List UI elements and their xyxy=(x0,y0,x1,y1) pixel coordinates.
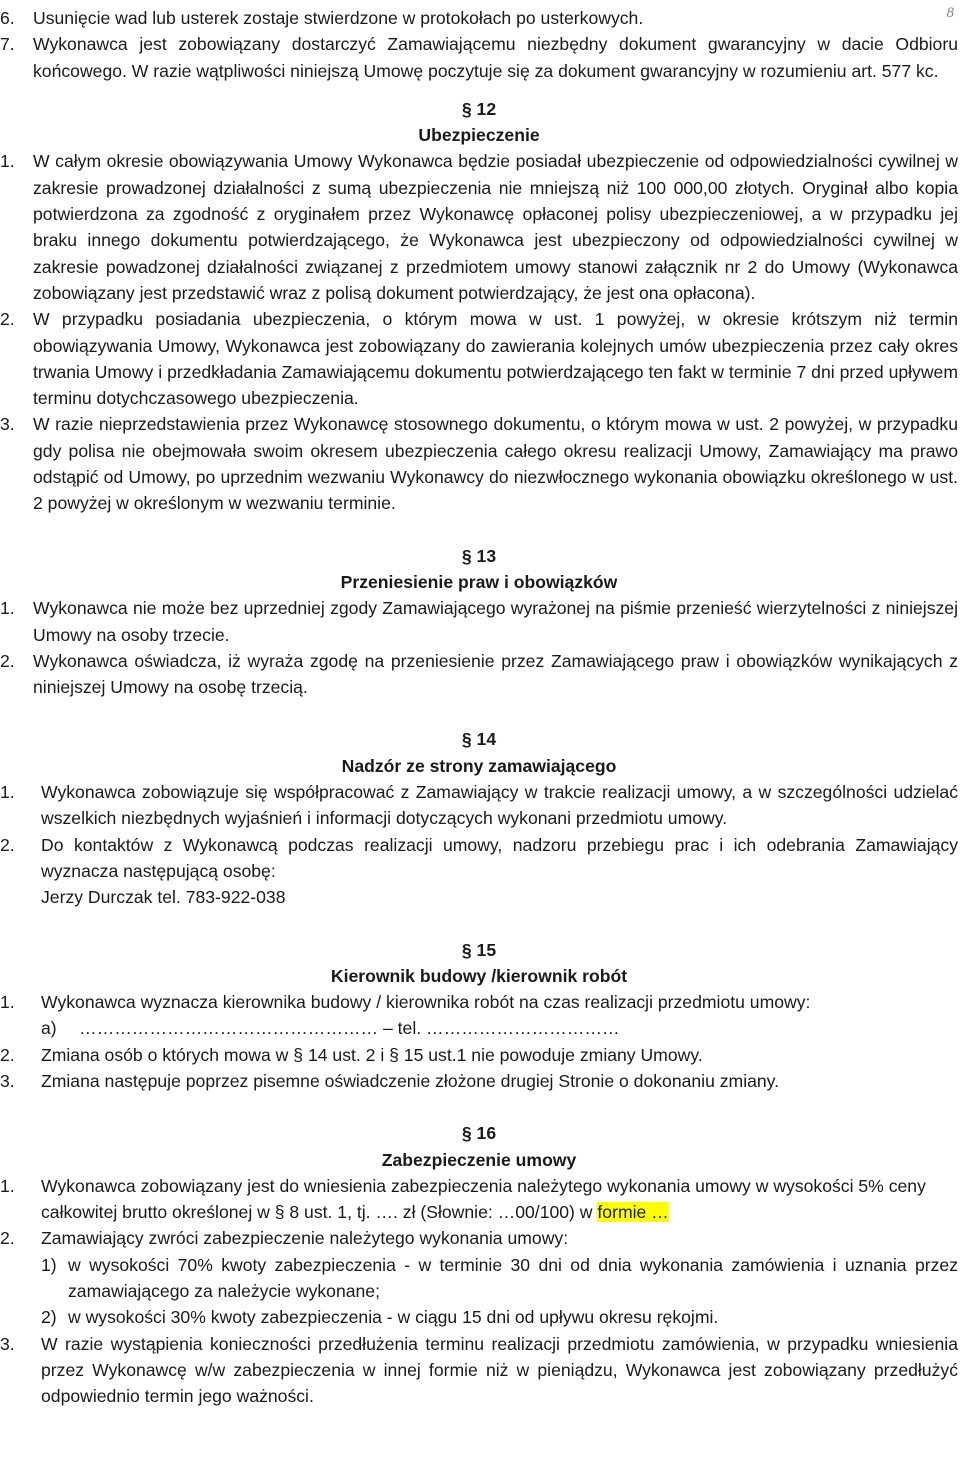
section-16-number: § 16 xyxy=(461,1123,497,1144)
spacer xyxy=(0,1094,958,1120)
list-item xyxy=(0,1225,958,1251)
list-item xyxy=(0,306,958,411)
item-text: Wykonawca jest zobowiązany dostarczyć Zamawiającemu niezbędny dokument gwarancyjny w dacie Odbioru końcowego. W razie wątpliwości niniejszą Umowę poczytuje się za dokument gwarancyjny w rozumieniu art. 577 kc. xyxy=(33,34,958,81)
list-item xyxy=(41,1015,958,1041)
item-text: Zmiana osób o których mowa w § 14 ust. 2 i § 15 ust.1 nie powoduje zmiany Umowy. xyxy=(41,1044,703,1065)
item-number: 3. xyxy=(0,414,15,435)
item-number: 2. xyxy=(0,1228,15,1249)
item-number: a) xyxy=(41,1018,57,1039)
item-text: Do kontaktów z Wykonawcą podczas realizacji umowy, nadzoru przebiegu prac i ich odebrania Zamawiający wyznacza następującą osobę: xyxy=(41,834,958,881)
list-item xyxy=(0,411,958,516)
sub-list-item xyxy=(41,1304,958,1330)
list-item xyxy=(0,1042,958,1068)
item-text: Wykonawca nie może bez uprzedniej zgody Zamawiającego wyrażonej na piśmie przenieść wierzytelności z niniejszej Umowy na osoby trzecie. xyxy=(33,598,958,645)
section-13-title: Przeniesienie praw i obowiązków xyxy=(340,571,618,592)
item-number: 1. xyxy=(0,992,15,1013)
section-16-title: Zabezpieczenie umowy xyxy=(381,1149,577,1170)
item-number: 2. xyxy=(0,309,15,330)
list-item xyxy=(0,989,958,1015)
spacer xyxy=(0,517,958,543)
manager-placeholder: …………………………………………… – tel. …………………………… xyxy=(79,1018,620,1039)
sub-item-number: 2) xyxy=(41,1307,57,1328)
item-number: 1. xyxy=(0,151,15,172)
item-text xyxy=(41,1173,958,1226)
page-number: 8 xyxy=(946,5,954,21)
item-text: Zmiana następuje poprzez pisemne oświadczenie złożone drugiej Stronie o dokonaniu zmiany. xyxy=(41,1070,780,1091)
list-item xyxy=(0,148,958,306)
sub-item-text: w wysokości 30% kwoty zabezpieczenia - w ciągu 15 dni od upływu okresu rękojmi. xyxy=(68,1307,719,1328)
section-12-title: Ubezpieczenie xyxy=(418,125,540,146)
section-13-number: § 13 xyxy=(461,545,497,566)
spacer xyxy=(0,911,958,937)
list-item xyxy=(0,31,958,84)
section-14-title: Nadzór ze strony zamawiającego xyxy=(341,755,617,776)
list-item xyxy=(0,1173,958,1226)
item-number: 2. xyxy=(0,1044,15,1065)
section-15-title: Kierownik budowy /kierownik robót xyxy=(330,965,628,986)
item-text: W razie nieprzedstawienia przez Wykonawcę stosownego dokumentu, o którym mowa w ust. 2 powyżej, w przypadku gdy polisa nie obejmowała swoim okresem ubezpieczenia całego okresu realizacji Umowy, Zamawiający ma prawo odstąpić od Umowy, po uprzednim wezwaniu Wykonawcy do niezwłocznego wykonania obowiązku określonego w ust. 2 powyżej w określonym w wezwaniu terminie. xyxy=(33,414,958,514)
item-text: Zamawiający zwróci zabezpieczenie należytego wykonania umowy: xyxy=(41,1228,569,1249)
spacer xyxy=(0,700,958,726)
item-number: 3. xyxy=(0,1333,15,1354)
list-item xyxy=(0,5,958,31)
item-number: 2. xyxy=(0,834,15,855)
item-text: W razie wystąpienia konieczności przedłużenia terminu realizacji przedmiotu zamówienia, w przypadku wniesienia przez Wykonawcę w/w zabezpieczenia w innej formie niż w pieniądzu, Wykonawca jest zobowiązany przedłużyć odpowiednio termin jego ważności. xyxy=(41,1333,958,1407)
section-12-number: § 12 xyxy=(461,98,497,119)
item-text-main: Wykonawca zobowiązany jest do wniesienia zabezpieczenia należytego wykonania umowy w wysokości 5% ceny całkowitej brutto określonej w § 8 ust. 1, tj. …. zł (Słownie: …00/100) w xyxy=(41,1175,926,1223)
list-item xyxy=(0,832,958,885)
document-body xyxy=(0,5,958,1410)
list-item xyxy=(0,1068,958,1094)
item-number: 7. xyxy=(0,34,15,55)
item-text: Wykonawca zobowiązuje się współpracować z Zamawiający w trakcie realizacji umowy, a w szczególności udzielać wszelkich niezbędnych wyjaśnień i informacji dotyczących wykonani przedmiotu umowy. xyxy=(41,782,958,829)
item-number: 2. xyxy=(0,650,15,671)
item-number: 3. xyxy=(0,1070,15,1091)
section-14-number: § 14 xyxy=(461,729,497,750)
item-number: 1. xyxy=(0,1175,15,1196)
item-number: 1. xyxy=(0,598,15,619)
list-item xyxy=(0,595,958,648)
item-text: W przypadku posiadania ubezpieczenia, o którym mowa w ust. 1 powyżej, w okresie krótszym niż termin obowiązywania Umowy, Wykonawca jest zobowiązany do zawierania kolejnych umów ubezpieczenia przez cały okres trwania Umowy i przedkładania Zamawiającemu dokumentu potwierdzającego ten fakt w terminie 7 dni przed upływem terminu dotychczasowego ubezpieczenia. xyxy=(33,309,958,409)
item-text: Usunięcie wad lub usterek zostaje stwierdzone w protokołach po usterkowych. xyxy=(33,8,644,28)
contact-person: Jerzy Durczak tel. 783-922-038 xyxy=(41,887,286,908)
sub-item-number: 1) xyxy=(41,1254,57,1275)
section-15-number: § 15 xyxy=(461,939,497,960)
highlighted-text: formie … xyxy=(597,1202,669,1223)
list-item xyxy=(0,648,958,701)
item-number: 1. xyxy=(0,782,15,803)
item-number: 6. xyxy=(0,8,15,28)
sub-item-text: w wysokości 70% kwoty zabezpieczenia - w terminie 30 dni od dnia wykonania zamówienia i uznania przez zamawiającego za należycie wykonane; xyxy=(68,1254,958,1302)
item-text: W całym okresie obowiązywania Umowy Wykonawca będzie posiadał ubezpieczenie od odpowiedzialności cywilnej w zakresie prowadzonej działalności z sumą ubezpieczenia nie mniejszą niż 100 000,00 złotych. Oryginał albo kopia potwierdzona za zgodność z oryginałem przez Wykonawcę opłaconej polisy ubezpieczeniowej, a w przypadku jej braku innego dokumentu potwierdzającego, że Wykonawca jest ubezpieczony od odpowiedzialności cywilnej w zakresie powadzonej działalności związanej z przedmiotem umowy stanowi załącznik nr 2 do Umowy (Wykonawca zobowiązany jest przedstawić wraz z polisą dokument potwierdzający, że jest ona opłacona). xyxy=(33,151,958,303)
item-text: Wykonawca oświadcza, iż wyraża zgodę na przeniesienie przez Zamawiającego praw i obowiązków wynikających z niniejszej Umowy na osobę trzecią. xyxy=(33,650,958,698)
sub-list-item xyxy=(41,1252,958,1305)
item-text: Wykonawca wyznacza kierownika budowy / kierownika robót na czas realizacji przedmiotu umowy: xyxy=(41,992,811,1013)
list-item xyxy=(0,779,958,832)
list-item xyxy=(0,1331,958,1410)
